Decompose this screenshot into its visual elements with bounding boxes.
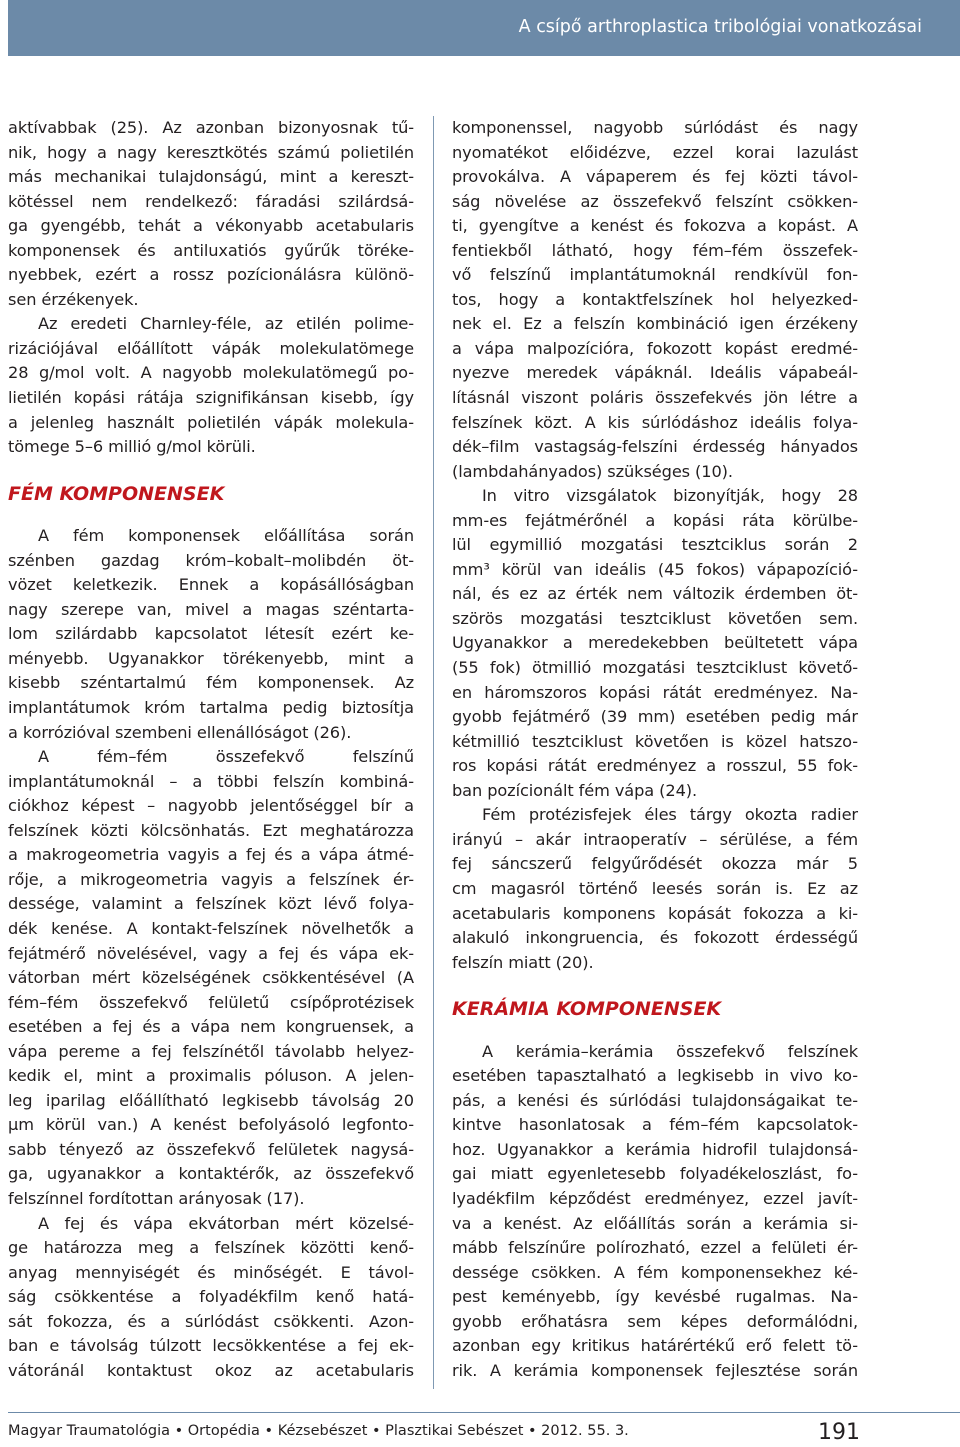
text-line: dessége csökken. A fém komponensekhez ké- xyxy=(452,1262,858,1282)
running-header-title: A csípő arthroplastica tribológiai vonatkozásai xyxy=(518,17,922,37)
text-line: ga, ugyanakkor a kontaktérők, az összefekvő xyxy=(8,1164,414,1184)
text-line: kötéssel nem rendelkező: fáradási szilárdsá- xyxy=(8,191,414,211)
text-line: felszín miatt (20). xyxy=(452,952,594,972)
header-bar xyxy=(8,0,960,56)
text-line: rik. A kerámia komponensek fejlesztése során xyxy=(452,1360,858,1380)
text-line: fém–fém összefekvő felületű csípőprotézisek xyxy=(8,992,414,1012)
text-line: cm magasról történő leesés során is. Ez az xyxy=(452,878,858,898)
text-line: ság növelése az összefekvő felszínt csökken- xyxy=(452,191,858,211)
text-line: vátorban mért közelségének csökkentésével (A xyxy=(8,968,414,988)
text-line: ban e távolság túlzott lecsökkentése a fej ek- xyxy=(8,1336,414,1356)
text-line: leg iparilag előállítható legkisebb távolság 20 xyxy=(8,1090,414,1110)
text-line: tömege 5–6 millió g/mol körüli. xyxy=(8,437,256,457)
text-line: rője, a mikrogeometria vagyis a felszínek ér- xyxy=(8,869,414,889)
section-heading: KERÁMIA KOMPONENSEK xyxy=(452,998,722,1021)
section-heading: FÉM KOMPONENSEK xyxy=(8,482,225,505)
text-line: rizációjával előállított vápák molekulatömege xyxy=(8,338,414,358)
text-line: nyezve meredek vápáknál. Ideális vápabeál- xyxy=(452,363,858,383)
footer-rule xyxy=(8,1412,960,1413)
text-line: dék kenése. A kontakt-felszínek növelhetők a xyxy=(8,918,414,938)
text-line: nek el. Ez a felszín kombináció igen érzékeny xyxy=(452,314,858,334)
text-line: tos, hogy a kontaktfelszínek hol helyezked- xyxy=(452,289,858,309)
column-divider xyxy=(433,116,434,1389)
text-line: felszínek közt. A kis súrlódáshoz ideális folya- xyxy=(452,412,858,432)
text-line: pest keményebb, így kevésbé rugalmas. Na- xyxy=(452,1287,858,1307)
text-line: azonban egy kritikus határértékű erő felett tö- xyxy=(452,1336,858,1356)
text-line: provokálva. A vápaperem és fej közti távol- xyxy=(452,167,858,187)
text-line: µm körül van.) A kenést befolyásoló legfonto- xyxy=(8,1115,414,1135)
text-line: ciókhoz képest – nagyobb jelentőséggel bír a xyxy=(8,796,414,816)
text-line: a vápa malpozícióra, fokozott kopást eredmé- xyxy=(452,338,858,358)
text-line: gai miatt egyenletesebb folyadékeloszlást, fo- xyxy=(452,1164,858,1184)
text-line: vápa pereme a fej felszínétől távolabb helyez- xyxy=(8,1041,414,1061)
text-line: kintve hasonlatosak a fém–fém kapcsolatok- xyxy=(452,1115,858,1135)
text-line: kedik el, mint a proximalis póluson. A jelen- xyxy=(8,1066,414,1086)
text-line: lom szilárdabb kapcsolatot létesít ezért ke- xyxy=(8,624,414,644)
text-line: lyadékfilm képződést eredményez, ezzel javít- xyxy=(452,1188,858,1208)
text-line: en háromszoros kopási rátát eredményez. Na- xyxy=(452,682,858,702)
text-line: va a kenést. Az előállítás során a kerámia si- xyxy=(452,1213,858,1233)
text-line: irányú – akár intraoperatív – sérülése, a fém xyxy=(452,829,858,849)
text-line: nik, hogy a nagy keresztkötés számú polietilén xyxy=(8,142,414,162)
text-line: nyomatékot előidézve, ezzel korai lazulást xyxy=(452,142,858,162)
text-line: a jelenleg használt polietilén vápák molekula- xyxy=(8,412,414,432)
text-line: ge határozza meg a felszínek közötti kenő- xyxy=(8,1238,414,1258)
text-line: kétmillió tesztciklust követően is közel hatszo- xyxy=(452,731,858,751)
text-line: ti, gyengítve a kenést és fokozva a kopást. A xyxy=(452,216,858,236)
text-line: (55 fok) ötmillió mozgatási tesztciklust követő- xyxy=(452,658,858,678)
text-line: dék–film vastagság-felszíni érdesség hányados xyxy=(452,437,858,457)
left-column xyxy=(8,116,414,1383)
text-line: vő felszínű implantátumoknál rendkívül fon- xyxy=(452,265,858,285)
text-line: sabb tényező az összefekvő felületek nagysá- xyxy=(8,1139,414,1159)
text-line: lításnál viszont poláris összefekvés jön létre a xyxy=(452,388,858,408)
text-line: vátoránál kontaktust okoz az acetabularis xyxy=(8,1360,414,1380)
text-line: szénben gazdag króm–kobalt–molibdén öt- xyxy=(8,550,414,570)
text-line: nyebbek, ezért a rossz pozícionálásra különö- xyxy=(8,265,414,285)
text-line: Fém protézisfejek éles tárgy okozta radier xyxy=(482,805,858,825)
text-line: vözet keletkezik. Ennek a kopásállóságban xyxy=(8,575,414,595)
text-line: lül egymillió mozgatási tesztciklus során 2 xyxy=(452,535,858,555)
text-line: szörös mozgatási tesztciklust követően sem. xyxy=(452,608,858,628)
text-line: nagy szerepe van, mivel a magas széntarta- xyxy=(8,599,414,619)
text-line: A fém–fém összefekvő felszínű xyxy=(38,747,414,767)
text-line: A kerámia–kerámia összefekvő felszínek xyxy=(482,1041,858,1061)
text-line: a korrózióval szembeni ellenállóságot (26). xyxy=(8,722,352,742)
text-line: felszínnel fordítottan arányosak (17). xyxy=(8,1188,305,1208)
journal-citation: Magyar Traumatológia • Ortopédia • Kézsebészet • Plasztikai Sebészet • 2012. 55. 3. xyxy=(8,1423,629,1439)
text-line: pás, a kenési és súrlódási tulajdonságaikat te- xyxy=(452,1090,858,1110)
text-line: ményebb. Ugyanakkor törékenyebb, mint a xyxy=(8,648,414,668)
right-column xyxy=(452,116,858,1383)
text-line: fentiekből látható, hogy fém–fém összefek- xyxy=(452,240,858,260)
text-line: gyobb fejátmérő (39 mm) esetében pedig már xyxy=(452,707,858,727)
text-line: sen érzékenyek. xyxy=(8,289,139,309)
text-line: kisebb széntartalmú fém komponensek. Az xyxy=(8,673,414,693)
text-line: mm-es fejátmérőnél a kopási ráta körülbe- xyxy=(452,510,858,530)
text-line: Ugyanakkor a meredekebben beültetett vápa xyxy=(452,633,858,653)
text-line: ga gyengébb, tehát a vékonyabb acetabularis xyxy=(8,216,414,236)
text-line: ban pozícionált fém vápa (24). xyxy=(452,780,698,800)
text-line: nál, és ez az érték nem változik érdemben öt- xyxy=(452,584,858,604)
text-line: A fém komponensek előállítása során xyxy=(38,526,414,546)
text-line: lietilén kopási rátája szignifikánsan kisebb, így xyxy=(8,388,414,408)
text-line: In vitro vizsgálatok bizonyítják, hogy 28 xyxy=(482,486,858,506)
text-line: aktívabbak (25). Az azonban bizonyosnak tű- xyxy=(8,118,414,137)
text-line: sát fokozza, és a súrlódást csökkenti. Azon- xyxy=(8,1311,414,1331)
text-line: mm³ körül van ideális (45 fokos) vápapozíció- xyxy=(452,559,858,579)
text-line: felszínek közti kölcsönhatás. Ezt meghatározza xyxy=(8,820,414,840)
text-line: esetében tapasztalható a legkisebb in vivo ko- xyxy=(452,1066,858,1086)
text-line: komponenssel, nagyobb súrlódást és nagy xyxy=(452,118,858,137)
page-number: 191 xyxy=(818,1420,860,1445)
text-line: hoz. Ugyanakkor a kerámia hidrofil tulajdonsá- xyxy=(452,1139,858,1159)
text-line: a makrogeometria vagyis a fej és a vápa átmé- xyxy=(8,845,414,865)
text-line: (lambdahányados) szükséges (10). xyxy=(452,461,733,481)
text-line: más mechanikai tulajdonságú, mint a kereszt- xyxy=(8,167,414,187)
text-line: mább felszínűre polírozható, ezzel a felületi ér- xyxy=(452,1238,858,1258)
text-line: acetabularis komponens kopását fokozza a ki- xyxy=(452,903,858,923)
text-line: fejátmérő növelésével, vagy a fej és vápa ek- xyxy=(8,943,414,963)
text-line: komponensek és antiluxatiós gyűrűk töréke- xyxy=(8,240,414,260)
text-line: 28 g/mol volt. A nagyobb molekulatömegű po- xyxy=(8,363,414,383)
text-line: anyag mennyiségét és minőségét. E távol- xyxy=(8,1262,414,1282)
text-line: implantátumoknál – a többi felszín kombiná- xyxy=(8,771,414,791)
text-line: ság csökkentése a folyadékfilm kenő hatá- xyxy=(8,1287,414,1307)
text-line: ros kopási rátát eredményez a rosszul, 55 fok- xyxy=(452,756,858,776)
text-line: Az eredeti Charnley-féle, az etilén polime- xyxy=(38,314,414,334)
text-line: dessége, valamint a felszínek közt lévő folya- xyxy=(8,894,414,914)
text-line: A fej és vápa ekvátorban mért közelsé- xyxy=(38,1213,414,1233)
text-line: gyobb erőhatásra sem képes deformálódni, xyxy=(452,1311,858,1331)
text-line: esetében a fej és a vápa nem kongruensek, a xyxy=(8,1017,414,1037)
text-line: alakuló inkongruencia, és fokozott érdességű xyxy=(452,928,858,948)
text-line: implantátumok króm tartalma pedig biztosítja xyxy=(8,698,414,718)
text-line: fej sáncszerű felgyűrődését okozza már 5 xyxy=(452,854,858,874)
